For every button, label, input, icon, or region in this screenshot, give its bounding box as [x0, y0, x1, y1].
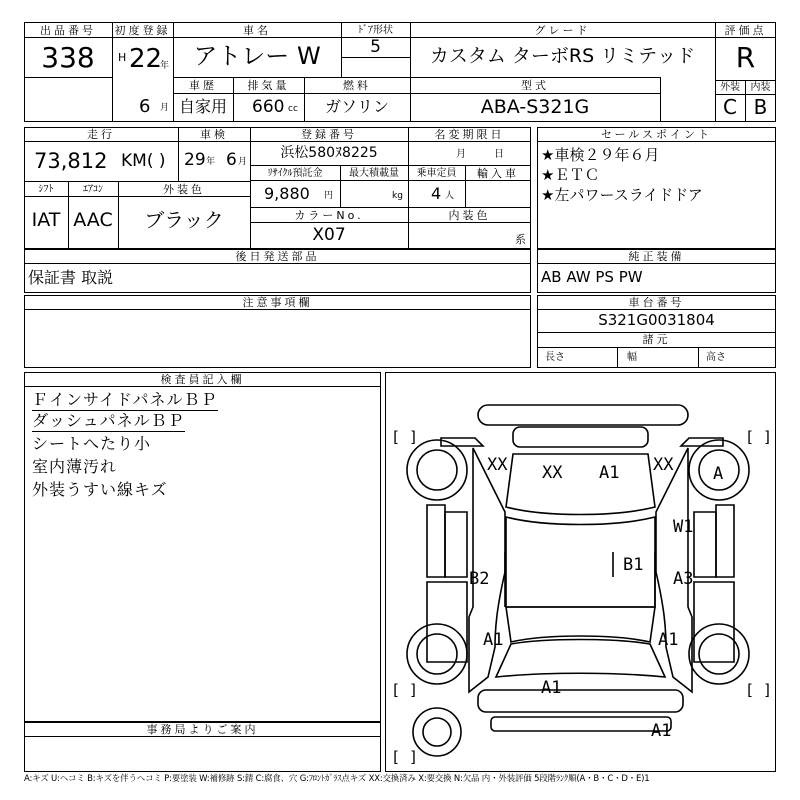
model: ABA-S321G — [480, 96, 590, 118]
ext-color: ブラック — [144, 208, 224, 232]
inspector-note: シートへたり小 — [32, 434, 152, 453]
later-parts-label: 後日発送部品 — [235, 250, 320, 263]
first-reg-label: 初度登録 — [114, 24, 171, 37]
damage-mark-center: B1 — [623, 555, 644, 575]
sales-point-item: ★車検２９年６月 — [541, 146, 660, 164]
recycle-unit: 円 — [324, 191, 334, 201]
spare-tire-outline — [413, 708, 461, 756]
inspection-month: 6 — [226, 150, 237, 170]
equipment: AB AW PS PW — [541, 268, 643, 286]
mileage: 73,812 — [34, 149, 108, 173]
inspection-label: 車検 — [200, 128, 228, 141]
car-name-label: 車名 — [243, 24, 271, 37]
damage-mark-hood: A1 — [541, 678, 562, 698]
name-change-label: 名変期限日 — [434, 128, 505, 141]
inspection-year-unit: 年 — [206, 157, 216, 167]
max-load-unit: kg — [392, 191, 403, 201]
reg-no-label: 登録番号 — [301, 128, 357, 141]
damage-mark-right-rear-panel: W1 — [673, 517, 694, 537]
damage-mark-right-rear-tire: A — [713, 464, 724, 484]
interior-grade-label: 内装 — [750, 82, 771, 93]
color-no: X07 — [312, 225, 346, 245]
damage-mark-left-slide-door: B2 — [469, 569, 490, 589]
int-color-suffix: 系 — [515, 233, 526, 246]
vehicle-damage-diagram — [385, 372, 776, 772]
year-unit: 年 — [160, 61, 170, 71]
rating: R — [735, 41, 756, 74]
exterior-grade: C — [723, 95, 737, 119]
model-label: 型式 — [521, 79, 549, 92]
doors-label: ﾄﾞｱ形状 — [358, 25, 393, 36]
capacity: 4 — [431, 184, 442, 203]
front-left-wheel-outline — [407, 624, 467, 684]
width-label: 幅 — [627, 352, 637, 363]
damage-legend: A:キズ U:ヘコミ B:キズを伴うヘコミ P:要塗装 W:補修跡 S:錆 C:腐食、穴 G:ﾌﾛﾝﾄｶﾞﾗｽ点キズ XX:交換済み X:要交換 N:欠品 内・外装評価 5段階ﾗﾝｸ順(A・B・C・D・E)1 — [24, 774, 650, 784]
sales-point-item: ★左パワースライドドア — [541, 186, 703, 204]
sales-point-item: ★ＥＴＣ — [541, 166, 600, 184]
displacement-unit: cc — [288, 104, 298, 114]
grade: カスタム ターボRS リミテッド — [429, 45, 696, 67]
front-right-wheel-outline — [689, 624, 749, 684]
inspector-label: 検査員記入欄 — [160, 373, 245, 386]
inspection-year: 29 — [184, 150, 206, 170]
history-label: 車歴 — [189, 79, 217, 92]
color-no-label: カラーNo. — [294, 209, 364, 222]
damage-mark-right-door: A3 — [673, 569, 694, 589]
lot-no-label: 出品番号 — [40, 24, 96, 37]
bracket-marker: [ ] — [391, 748, 419, 766]
inspector-note: 外装うすい線キズ — [32, 480, 168, 499]
doors: 5 — [370, 37, 381, 57]
grade-label: グレード — [534, 24, 591, 37]
shift-label: ｼﾌﾄ — [38, 184, 54, 195]
inspection-month-unit: 月 — [238, 157, 248, 167]
inspector-note: ダッシュパネルＢＰ — [32, 411, 185, 430]
displacement: 660 — [252, 97, 285, 117]
height-label: 高さ — [706, 352, 726, 363]
capacity-unit: 人 — [445, 191, 455, 201]
name-change-day: 日 — [494, 149, 504, 160]
chassis-no: S321G0031804 — [598, 311, 715, 329]
month-unit: 月 — [160, 103, 170, 113]
exterior-grade-label: 外装 — [720, 82, 740, 93]
capacity-label: 乗車定員 — [416, 168, 457, 179]
bracket-marker: [ ] — [745, 681, 773, 699]
damage-mark-rear-glass: A1 — [599, 463, 620, 483]
fuel: ガソリン — [324, 97, 389, 116]
damage-mark-left-front-fender: A1 — [483, 630, 504, 650]
shift: IAT — [31, 209, 61, 231]
inspector-note: 室内薄汚れ — [32, 457, 118, 476]
length-label: 長さ — [545, 352, 565, 363]
sales-points-label: セールスポイント — [600, 128, 712, 141]
lot-no: 338 — [41, 41, 95, 74]
recycle: 9,880 — [264, 184, 310, 203]
later-parts: 保証書 取説 — [28, 268, 114, 287]
damage-mark-front-bumper: A1 — [651, 721, 672, 741]
ac-label: ｴｱｺﾝ — [83, 184, 103, 195]
specs-label: 諸元 — [642, 333, 671, 346]
damage-mark-right-front-fender: A1 — [658, 630, 679, 650]
ext-color-label: 外装色 — [163, 183, 205, 196]
history: 自家用 — [178, 97, 227, 116]
rating-label: 評価点 — [724, 24, 767, 37]
reg-no: 浜松580ﾇ8225 — [280, 145, 378, 161]
equipment-label: 純正装備 — [628, 250, 685, 263]
import-label: 輸入車 — [477, 167, 519, 180]
interior-grade: B — [753, 95, 768, 119]
bracket-marker: [ ] — [391, 681, 419, 699]
damage-mark-rear-left: XX — [487, 455, 508, 475]
ac: AAC — [73, 209, 113, 231]
era-prefix: H — [118, 51, 127, 64]
notes-label: 注意事項欄 — [242, 296, 313, 309]
name-change-month: 月 — [456, 149, 466, 160]
mileage-unit: KM( ) — [121, 151, 166, 171]
damage-mark-rear: XX — [542, 463, 563, 483]
office-label: 事務局よりご案内 — [146, 723, 259, 736]
max-load-label: 最大積載量 — [349, 168, 399, 179]
chassis-label: 車台番号 — [628, 296, 685, 309]
bracket-marker: [ ] — [745, 428, 773, 446]
fuel-label: 燃料 — [343, 79, 371, 92]
car-name: アトレー W — [193, 42, 321, 70]
recycle-label: ﾘｻｲｸﾙ預託金 — [267, 168, 323, 179]
rear-left-wheel-outline — [407, 440, 467, 500]
bracket-marker: [ ] — [391, 428, 419, 446]
mileage-label: 走行 — [87, 128, 115, 141]
damage-mark-rear-right: XX — [653, 455, 674, 475]
first-reg-year: 22 — [129, 44, 163, 74]
int-color-label: 内装色 — [448, 209, 491, 222]
displacement-label: 排気量 — [247, 79, 290, 92]
first-reg-month: 6 — [139, 96, 151, 117]
inspector-note: ＦインサイドパネルＢＰ — [32, 390, 218, 409]
